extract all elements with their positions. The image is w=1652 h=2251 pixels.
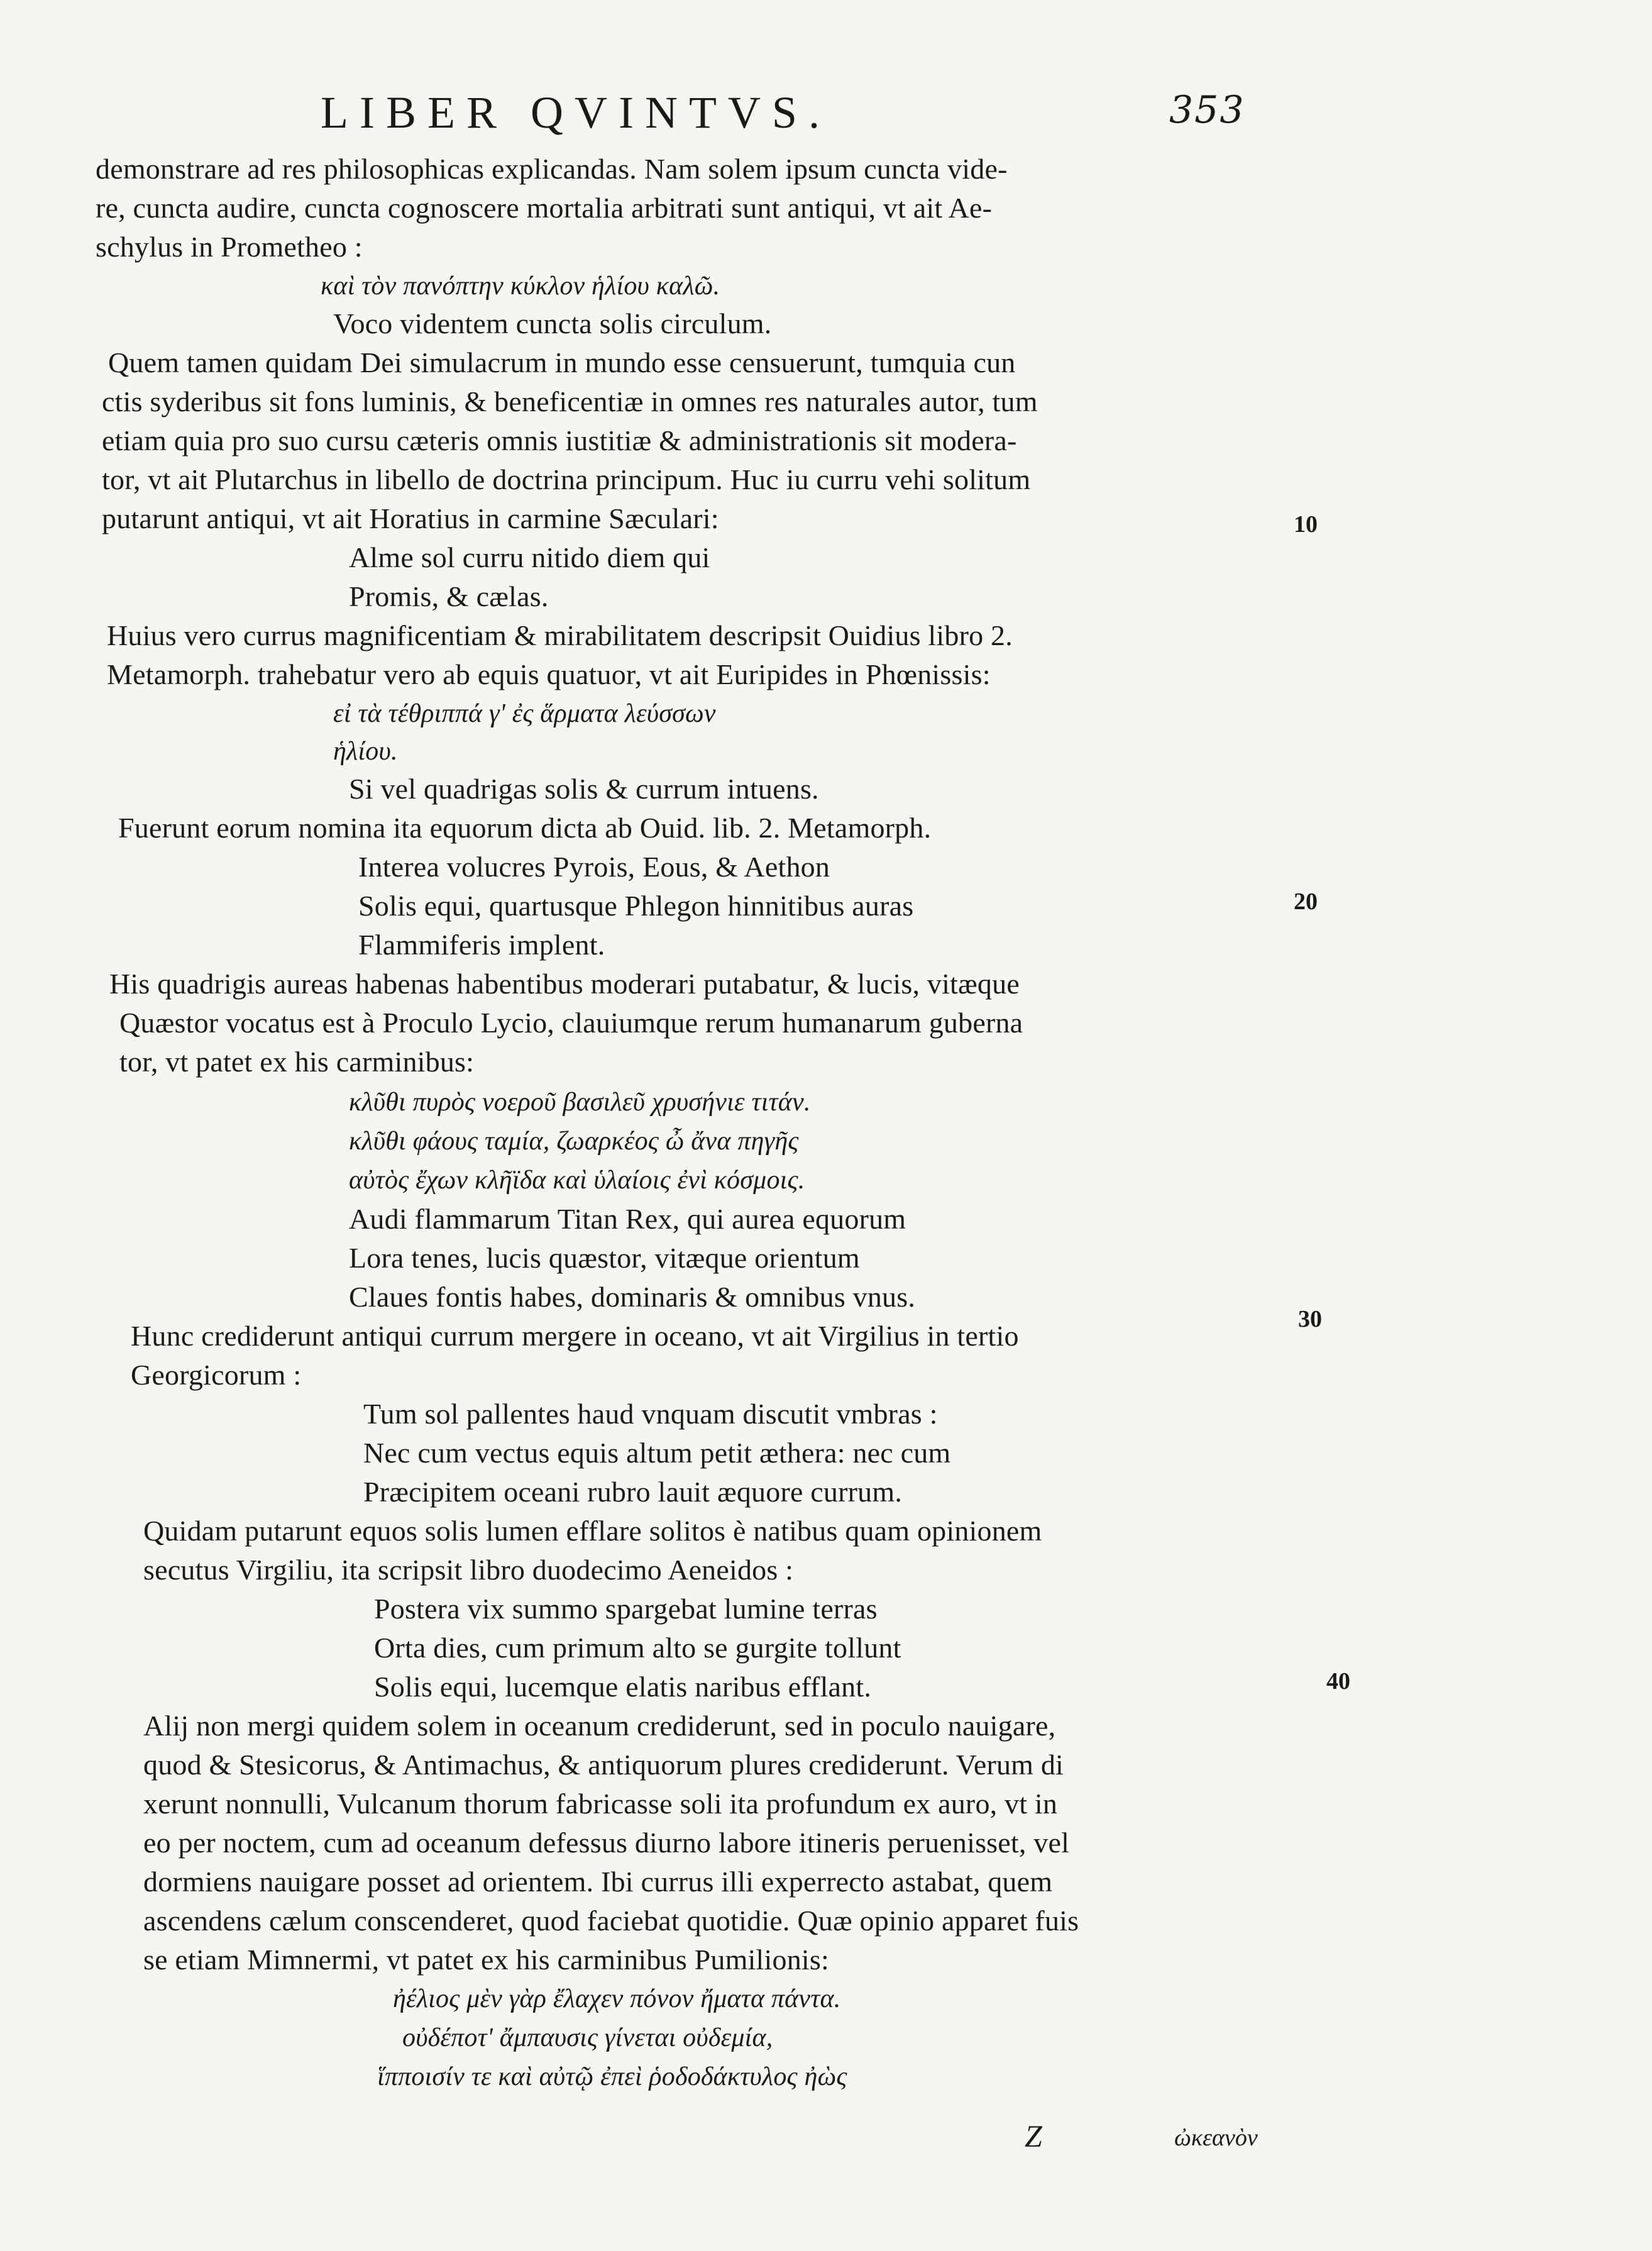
margin-line-number-10: 10	[1294, 511, 1318, 538]
catchword: ὠκεανὸν	[1174, 2125, 1258, 2151]
greek-line-3: ἡλίου.	[333, 737, 398, 766]
text-line-17: Quidam putarunt equos solis lumen efflare solitos è natibus quam opinionem	[143, 1515, 1042, 1547]
greek-line-6: αὐτὸς ἔχων κλῆϊδα καὶ ὑλαίοις ἐνὶ κόσμοις.	[349, 1166, 805, 1195]
margin-line-number-30: 30	[1298, 1306, 1322, 1332]
text-line-12: His quadrigis aureas habenas habentibus moderari putabatur, & lucis, vitæque	[109, 968, 1020, 1000]
verse-line-5: Interea volucres Pyrois, Eous, & Aethon	[358, 851, 830, 883]
verse-line-9: Lora tenes, lucis quæstor, vitæque orientum	[349, 1242, 860, 1274]
text-line-10: Metamorph. trahebatur vero ab equis quatuor, vt ait Euripides in Phœnissis:	[107, 658, 991, 690]
greek-line-1: καὶ τὸν πανόπτην κύκλον ἡλίου καλῶ.	[321, 272, 720, 301]
verse-line-7: Flammiferis implent.	[358, 929, 605, 961]
margin-line-number-40: 40	[1326, 1668, 1350, 1695]
text-line-6: etiam quia pro suo cursu cæteris omnis iustitiæ & administrationis sit modera-	[102, 424, 1017, 456]
verse-line-2: Alme sol curru nitido diem qui	[349, 541, 710, 573]
verse-line-10: Claues fontis habes, dominaris & omnibus vnus.	[349, 1281, 916, 1313]
text-line-4: Quem tamen quidam Dei simulacrum in mundo esse censuerunt, tumquia cun	[108, 346, 1016, 379]
greek-line-5: κλῦθι φάους ταμία, ζωαρκέος ὦ ἄνα πηγῆς	[349, 1127, 799, 1156]
greek-line-8: οὐδέποτ' ἄμπαυσις γίνεται οὐδεμία,	[402, 2023, 773, 2052]
text-line-11: Fuerunt eorum nomina ita equorum dicta ab Ouid. lib. 2. Metamorph.	[118, 812, 932, 844]
text-line-20: quod & Stesicorus, & Antimachus, & antiquorum plures crediderunt. Verum di	[143, 1749, 1064, 1781]
text-line-16: Georgicorum :	[131, 1359, 302, 1391]
greek-line-9: ἵπποισίν τε καὶ αὐτῷ ἐπεὶ ῥοδοδάκτυλος ἠὼς	[377, 2062, 847, 2091]
margin-line-number-20: 20	[1294, 888, 1318, 915]
text-line-15: Hunc crediderunt antiqui currum mergere in oceano, vt ait Virgilius in tertio	[131, 1320, 1019, 1352]
text-line-22: eo per noctem, cum ad oceanum defessus diurno labore itineris peruenisset, vel	[143, 1827, 1070, 1859]
text-line-21: xerunt nonnulli, Vulcanum thorum fabricasse soli ita profundum ex auro, vt in	[143, 1788, 1058, 1820]
text-line-5: ctis syderibus sit fons luminis, & beneficentiæ in omnes res naturales autor, tum	[102, 385, 1038, 418]
text-line-25: se etiam Mimnermi, vt patet ex his carminibus Pumilionis:	[143, 1944, 829, 1976]
text-line-2: re, cuncta audire, cuncta cognoscere mortalia arbitrati sunt antiqui, vt ait Ae-	[96, 192, 993, 224]
greek-line-4: κλῦθι πυρὸς νοεροῦ βασιλεῦ χρυσήνιε τιτάν.	[349, 1088, 811, 1117]
verse-line-12: Nec cum vectus equis altum petit æthera: nec cum	[363, 1437, 951, 1469]
verse-line-3: Promis, & cælas.	[349, 580, 549, 612]
verse-line-15: Orta dies, cum primum alto se gurgite tollunt	[374, 1632, 901, 1664]
text-line-7: tor, vt ait Plutarchus in libello de doctrina principum. Huc iu curru vehi solitum	[102, 463, 1031, 495]
verse-line-1: Voco videntem cuncta solis circulum.	[333, 307, 772, 340]
text-line-24: ascendens cælum conscenderet, quod faciebat quotidie. Quæ opinio apparet fuis	[143, 1905, 1079, 1937]
greek-line-7: ἠέλιος μὲν γὰρ ἔλαχεν πόνον ἤματα πάντα.	[393, 1984, 841, 2013]
text-line-19: Alij non mergi quidem solem in oceanum crediderunt, sed in poculo nauigare,	[143, 1710, 1056, 1742]
verse-line-8: Audi flammarum Titan Rex, qui aurea equorum	[349, 1203, 906, 1235]
running-header-title: LIBER QVINTVS.	[321, 87, 831, 138]
text-line-18: secutus Virgiliu, ita scripsit libro duodecimo Aeneidos :	[143, 1554, 794, 1586]
signature-mark: Z	[1025, 2118, 1042, 2154]
verse-line-14: Postera vix summo spargebat lumine terras	[374, 1593, 878, 1625]
text-line-8: putarunt antiqui, vt ait Horatius in carmine Sæculari:	[102, 502, 719, 534]
text-line-3: schylus in Prometheo :	[96, 231, 363, 263]
text-line-14: tor, vt patet ex his carminibus:	[119, 1046, 475, 1078]
text-line-1: demonstrare ad res philosophicas explicandas. Nam solem ipsum cuncta vide-	[96, 153, 1008, 185]
text-line-23: dormiens nauigare posset ad orientem. Ibi currus illi experrecto astabat, quem	[143, 1866, 1053, 1898]
verse-line-6: Solis equi, quartusque Phlegon hinnitibus auras	[358, 890, 914, 922]
verse-line-4: Si vel quadrigas solis & currum intuens.	[349, 773, 819, 805]
page-number: 353	[1169, 88, 1245, 132]
greek-line-2: εἰ τὰ τέθριππά γ' ἐς ἅρματα λεύσσων	[333, 699, 716, 728]
text-line-9: Huius vero currus magnificentiam & mirabilitatem descripsit Ouidius libro 2.	[107, 619, 1013, 651]
verse-line-16: Solis equi, lucemque elatis naribus efflant.	[374, 1671, 872, 1703]
verse-line-11: Tum sol pallentes haud vnquam discutit vmbras :	[363, 1398, 938, 1430]
verse-line-13: Præcipitem oceani rubro lauit æquore currum.	[363, 1476, 903, 1508]
text-line-13: Quæstor vocatus est à Proculo Lycio, clauiumque rerum humanarum guberna	[119, 1007, 1023, 1039]
